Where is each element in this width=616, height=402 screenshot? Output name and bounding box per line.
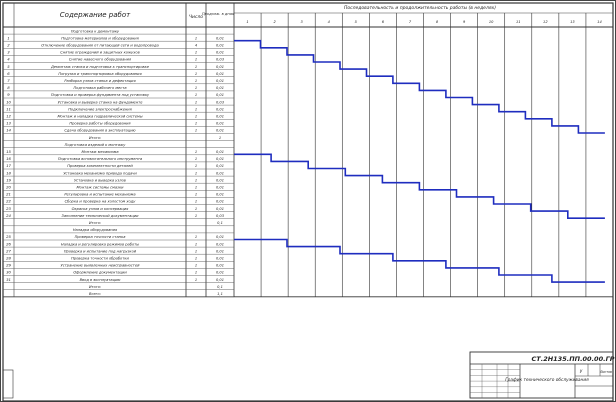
- week-label: 8: [435, 20, 439, 24]
- row-number: 11: [6, 106, 11, 112]
- task-duration: 0,01: [215, 256, 225, 261]
- task-count: 1: [194, 256, 198, 261]
- task-count: 1: [194, 249, 198, 254]
- task-duration: 0,01: [215, 150, 225, 154]
- week-label: 5: [354, 20, 357, 24]
- row-number: 15: [6, 149, 11, 154]
- task-count: 1: [194, 71, 198, 76]
- task-duration: 0,01: [215, 50, 225, 55]
- task-count: 1: [194, 199, 198, 204]
- task-name: Устранение выявленных неисправностей: [60, 263, 140, 268]
- task-duration: 0,1: [217, 221, 223, 225]
- task-duration: 0,01: [215, 270, 225, 275]
- week-label: 11: [515, 20, 521, 24]
- task-duration: 0,01: [215, 249, 225, 254]
- task-count: 1: [194, 192, 198, 197]
- task-count: 1: [194, 114, 198, 119]
- task-duration: 0,01: [215, 192, 225, 197]
- task-duration: 0,01: [215, 206, 225, 211]
- task-count: 4: [194, 43, 198, 48]
- row-number: 30: [6, 269, 11, 275]
- task-duration: 1: [218, 135, 222, 140]
- sheets-label: Листов: [600, 370, 612, 374]
- task-count: 1: [194, 157, 198, 162]
- task-duration: 0,03: [215, 57, 225, 62]
- task-duration: 0,01: [215, 128, 225, 133]
- task-count: 1: [194, 270, 198, 275]
- row-number: 16: [6, 156, 11, 162]
- sheet-label: У: [579, 369, 583, 374]
- task-name: Разборка узлов станка и дефектация: [64, 79, 136, 83]
- task-count: 1: [194, 79, 198, 83]
- task-name: Итого:: [88, 135, 102, 140]
- task-duration: 0,01: [215, 164, 225, 169]
- task-duration: 0,01: [215, 199, 225, 204]
- week-label: 3: [300, 20, 303, 24]
- header-timeline: Последовательность и продолжительность работы (в неделях): [344, 6, 496, 11]
- row-number: 22: [6, 198, 11, 204]
- week-label: 7: [408, 20, 412, 24]
- task-name: Сборка и проверка на холостом ходу: [64, 199, 136, 204]
- task-duration: 0,01: [215, 64, 225, 69]
- week-label: 1: [246, 20, 249, 24]
- header-content: Содержание работ: [59, 11, 131, 19]
- task-count: 1: [194, 64, 198, 69]
- row-number: 31: [6, 276, 11, 282]
- week-label: 6: [381, 20, 385, 24]
- task-count: 1: [194, 213, 198, 218]
- task-count: 1: [194, 121, 198, 126]
- task-duration: 0,01: [215, 86, 225, 91]
- task-name: Наладка и регулировка режимов работы: [60, 242, 140, 247]
- task-count: 1: [194, 107, 198, 112]
- week-label: 12: [543, 20, 548, 24]
- task-name: Подготовка и проверка фундамента под установку: [50, 93, 150, 98]
- task-name: Проверка точности обработки: [71, 256, 129, 261]
- task-name: Монтаж системы смазки: [76, 185, 124, 190]
- task-name: Монтаж механизма: [81, 150, 119, 154]
- row-number: 2: [7, 42, 10, 48]
- week-label: 4: [327, 20, 330, 24]
- task-count: 1: [194, 100, 198, 105]
- row-number: 7: [7, 78, 10, 83]
- week-label: 14: [597, 20, 602, 24]
- task-duration: 0,01: [215, 235, 225, 240]
- task-duration: 0,01: [215, 121, 225, 126]
- task-count: 1: [194, 206, 198, 211]
- doc-code: СТ.2Н135.ПП.00.00.ГР: [531, 355, 615, 363]
- task-count: 1: [194, 86, 198, 91]
- task-name: Проверка комплектности деталей: [67, 164, 133, 169]
- row-number: 20: [6, 184, 11, 190]
- task-count: 1: [194, 263, 198, 268]
- task-duration: 0,03: [215, 100, 225, 105]
- task-name: Сдача оборудования в эксплуатацию: [64, 128, 136, 133]
- week-label: 10: [488, 20, 494, 24]
- task-duration: 0,01: [215, 71, 225, 76]
- week-label: 13: [570, 20, 575, 24]
- row-number: 21: [6, 191, 11, 197]
- row-number: 14: [6, 127, 11, 133]
- task-name: Монтаж и наладка гидравлической системы: [57, 114, 143, 119]
- task-count: 1: [194, 235, 198, 240]
- row-number: 26: [6, 241, 11, 247]
- row-number: 3: [7, 49, 10, 55]
- task-count: 1: [194, 277, 198, 282]
- row-number: 13: [6, 120, 11, 126]
- task-name: Наладка оборудования: [72, 228, 118, 233]
- task-name: Окраска узлов и консервация: [71, 206, 129, 211]
- task-duration: 0,01: [215, 107, 225, 112]
- week-label: 2: [273, 20, 276, 24]
- task-duration: 0,01: [215, 157, 225, 162]
- task-name: Регулировка и испытание механизма: [64, 192, 136, 197]
- task-count: 1: [194, 171, 198, 176]
- task-duration: 0,03: [215, 213, 225, 218]
- task-count: 1: [194, 128, 198, 133]
- row-number: 9: [7, 92, 10, 98]
- task-count: 1: [194, 178, 198, 183]
- task-duration: 0,1: [217, 284, 223, 289]
- task-name: Итого:: [88, 221, 102, 225]
- task-count: 1: [194, 242, 198, 247]
- task-count: 1: [194, 36, 198, 41]
- task-name: Снятие ограждений и защитных кожухов: [60, 50, 140, 55]
- row-number: 6: [7, 70, 10, 76]
- task-name: Подготовка к демонтажу: [70, 29, 120, 34]
- task-duration: 0,01: [215, 277, 225, 282]
- task-name: Подготовка материалов и оборудования: [61, 36, 139, 41]
- task-name: Заполнение технической документации: [61, 213, 139, 218]
- task-name: Подключение электроснабжения: [68, 107, 132, 112]
- row-number: 27: [6, 248, 11, 254]
- row-number: 1: [7, 35, 10, 41]
- row-number: 18: [6, 170, 11, 176]
- task-name: Погрузка и транспортировка оборудования: [58, 71, 142, 76]
- row-number: 23: [6, 205, 11, 211]
- row-number: 12: [6, 113, 11, 119]
- task-duration: 0,01: [215, 178, 225, 183]
- task-duration: 0,01: [215, 79, 225, 83]
- task-name: Итого:: [88, 284, 102, 289]
- row-number: 4: [7, 56, 10, 62]
- task-name: Отключение оборудования от питающей сети и водопровода: [41, 43, 159, 48]
- row-number: 17: [6, 163, 11, 169]
- row-number: 5: [7, 63, 10, 69]
- task-name: Подготовка вспомогательного инструмента: [57, 157, 143, 162]
- row-number: 25: [6, 234, 11, 240]
- task-name: Проверка работы оборудования: [69, 121, 131, 126]
- task-duration: 0,01: [215, 242, 225, 247]
- task-count: 1: [194, 164, 198, 169]
- task-name: Установка и выверка станка на фундаменте: [57, 100, 143, 105]
- task-name: Установка механизма привода подачи: [63, 171, 137, 176]
- row-number: 19: [6, 177, 11, 183]
- task-name: Установка и выверка узлов: [74, 178, 126, 183]
- task-duration: 1,1: [217, 292, 223, 296]
- task-name: Проверка точности станка: [74, 235, 126, 240]
- header-number: Число: [188, 15, 204, 20]
- task-duration: 0,01: [215, 36, 225, 41]
- task-duration: 0,01: [215, 263, 225, 268]
- task-count: 1: [194, 150, 198, 154]
- row-number: 29: [6, 262, 11, 268]
- task-count: 1: [194, 50, 198, 55]
- row-number: 28: [6, 255, 11, 261]
- doc-name: График технического обслуживания: [505, 378, 589, 383]
- task-duration: 0,01: [215, 93, 225, 98]
- task-duration: 0,01: [215, 185, 225, 190]
- task-count: 1: [194, 57, 198, 62]
- task-name: Подготовка изделий к монтажу: [64, 142, 126, 147]
- task-name: Подготовка рабочего места: [73, 86, 127, 91]
- task-duration: 0,01: [215, 114, 225, 119]
- task-duration: 0,01: [215, 43, 225, 48]
- task-name: Оформление документации: [73, 270, 127, 275]
- task-name: Проверка и испытание под нагрузкой: [63, 249, 137, 254]
- row-number: 10: [6, 99, 11, 105]
- task-name: Всего:: [89, 292, 101, 296]
- row-number: 8: [7, 85, 10, 91]
- row-number: 24: [6, 212, 11, 218]
- task-name: Ввод в эксплуатацию: [79, 277, 121, 282]
- task-name: Снятие навесного оборудования: [68, 57, 132, 62]
- task-count: 1: [194, 93, 198, 98]
- task-duration: 0,01: [215, 171, 225, 176]
- week-label: 9: [462, 20, 466, 24]
- task-count: 1: [194, 185, 198, 190]
- header-duration: Продолж. в днях: [201, 12, 235, 16]
- task-name: Демонтаж станка и подготовка к транспортировке: [50, 64, 150, 69]
